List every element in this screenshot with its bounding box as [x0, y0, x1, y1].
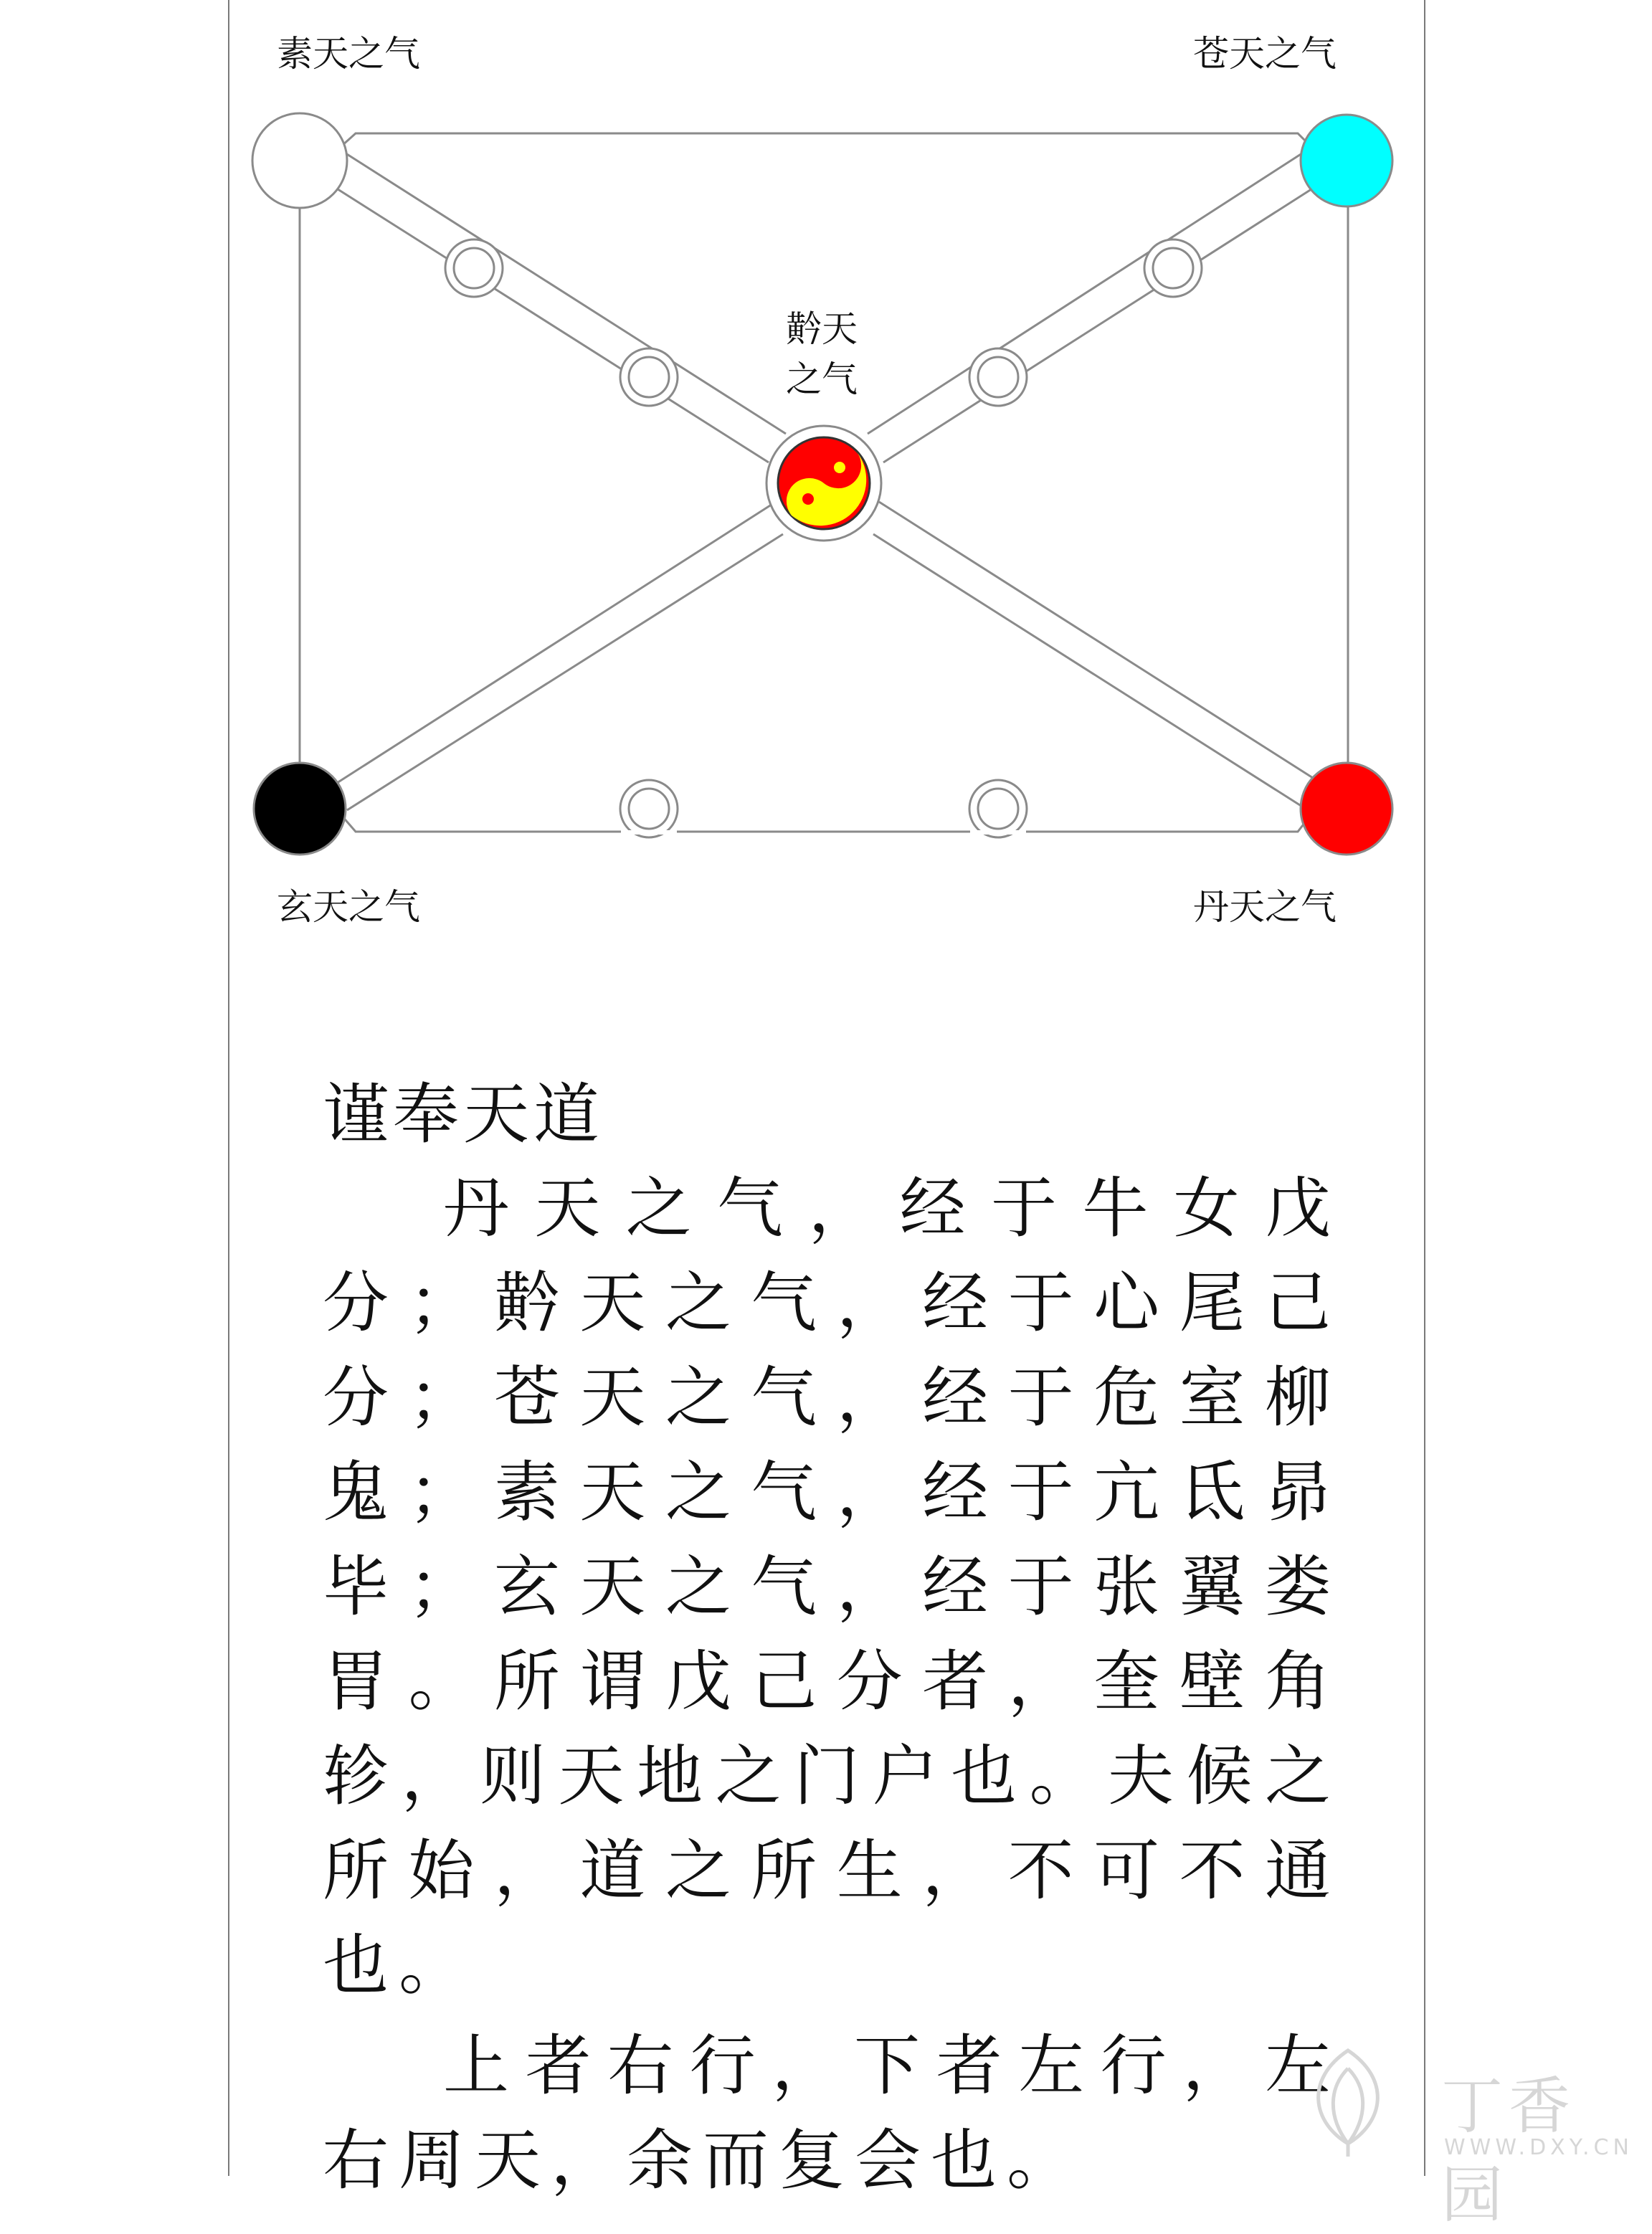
label-bottom-right: 丹天之气 [1193, 886, 1337, 928]
taiji-icon [766, 426, 881, 541]
label-top-left: 素天之气 [277, 33, 420, 75]
paragraph-2: 上者右行，下者左行，左右周天，余而复会也。 [323, 2028, 1341, 2199]
small-node [978, 789, 1018, 829]
node-top-left-white [252, 113, 347, 208]
label-bottom-left: 玄天之气 [277, 886, 420, 928]
five-heavens-diagram [0, 0, 1652, 961]
label-center-line1: 黅天 [786, 308, 858, 350]
diagonal-channel-topleft-center [336, 151, 786, 462]
small-node [629, 357, 669, 397]
node-bottom-left-black [254, 763, 346, 855]
watermark-text: 丁香园 [1441, 2071, 1576, 2231]
paragraph-1: 丹天之气，经于牛女戊分；黅天之气，经于心尾己分；苍天之气，经于危室柳鬼；素天之气，经于亢氐昴毕；玄天之气，经于张翼娄胃。所谓戊己分者，奎壁角轸，则天地之门户也。夫候之所始，道之所生，不可不通也。 [323, 1170, 1341, 2004]
classic-text [323, 1068, 1341, 2208]
node-top-right-cyan [1301, 115, 1392, 206]
small-node [454, 248, 494, 288]
diagonal-channel-topright-center [868, 151, 1314, 462]
diagonal-channel-center-bottomright [873, 502, 1321, 810]
clove-flower-icon [1291, 2036, 1405, 2158]
label-center-line2: 之气 [786, 358, 858, 400]
small-node [629, 789, 669, 829]
small-node [978, 357, 1018, 397]
watermark [1291, 2036, 1635, 2231]
section-title: 谨奉天道 [323, 1076, 604, 1153]
small-node [1153, 248, 1193, 288]
watermark-url: WWW.DXY.CN [1444, 2135, 1633, 2160]
node-bottom-right-red [1301, 763, 1392, 855]
label-top-right: 苍天之气 [1193, 33, 1337, 75]
diagonal-channel-center-bottomleft [337, 502, 783, 810]
